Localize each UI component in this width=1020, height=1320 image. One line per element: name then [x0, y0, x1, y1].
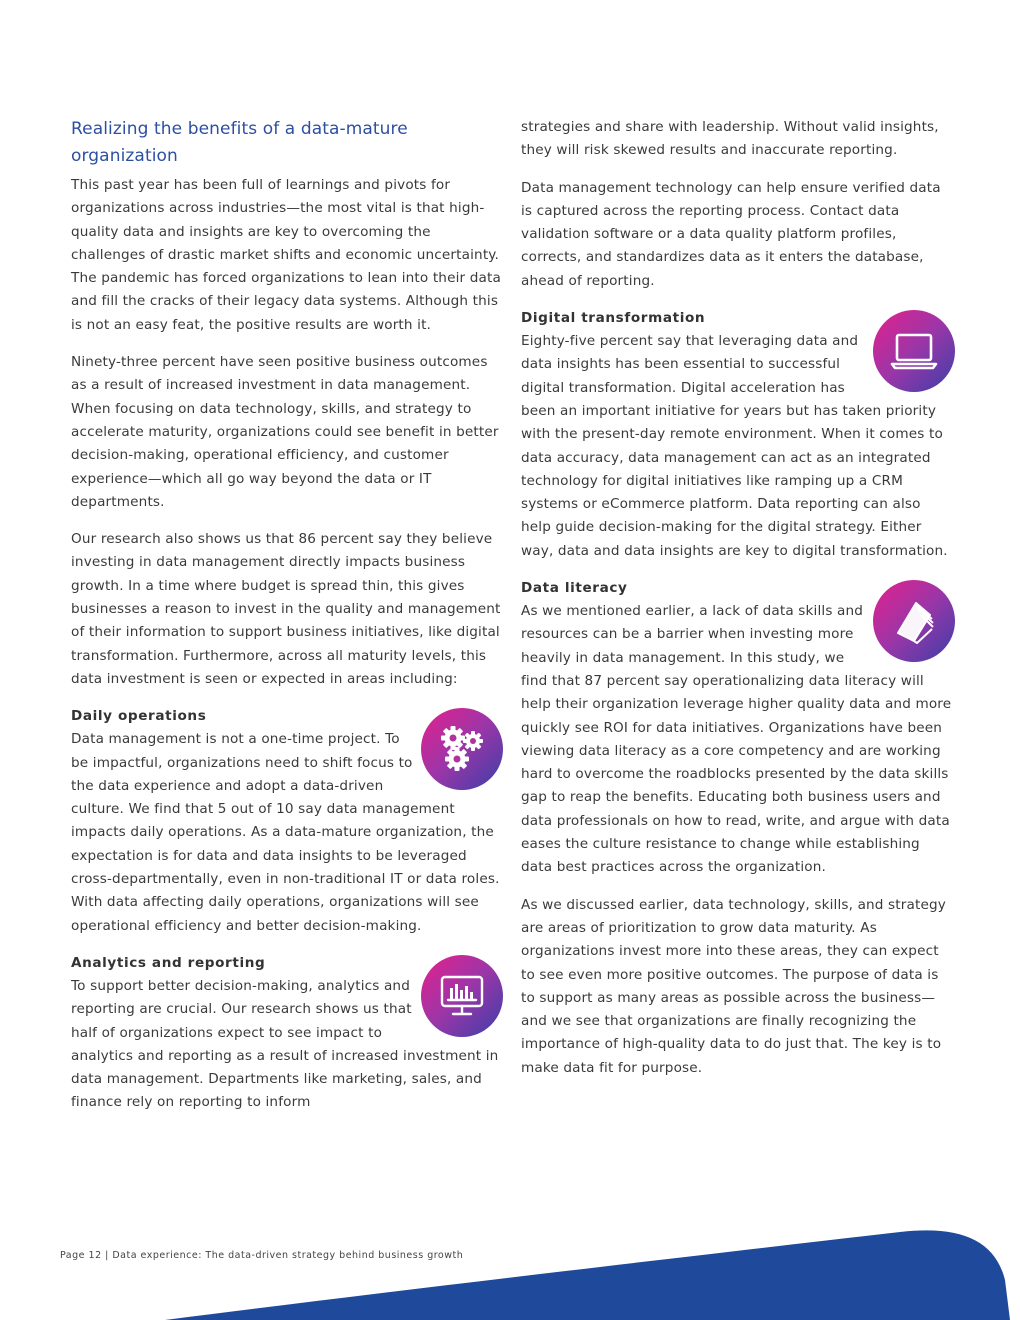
data-literacy-heading: Data literacy	[521, 580, 628, 597]
data-literacy-body: As we mentioned earlier, a lack of data skills and resources can be a barrier when investing more heavily in data management. In this study, we find that 87 percent say operationalizing data literacy will help their organization leverage higher quality data and more quickly see ROI for data initiatives. Organizations have been viewing data literacy as a core competency and are working hard to overcome the roadblocks presented by the data skills gap to reap the benefits. Educating both business users and data professionals on how to read, write, and argue with data eases the culture resistance to change while establishing data best practices across the organization.	[521, 603, 952, 876]
outcomes-paragraph: Ninety-three percent have seen positive business outcomes as a result of increased investment in data management. When focusing on data technology, skills, and strategy to accelerate maturity, organizations could see benefit in better decision-making, operational efficiency, and customer experience—which all go way beyond the data or IT departments.	[71, 354, 499, 510]
continuation-paragraph: strategies and share with leadership. Without valid insights, they will risk skewed results and inaccurate reporting.	[521, 119, 939, 159]
closing-paragraph: As we discussed earlier, data technology, skills, and strategy are areas of prioritization to grow data maturity. As organizations invest more into these areas, they can expect to see even more positive outcomes. The purpose of data is to support as many areas as possible across the business—and we see that organizations are finally recognizing the importance of high-quality data to do just that. The key is to make data fit for purpose.	[521, 896, 946, 1076]
analytics-reporting-body: To support better decision-making, analytics and reporting are crucial. Our research shows us that half of organizations expect to see impact to analytics and reporting as a result of increased investment in data management. Departments like marketing, sales, and finance rely on reporting to inform	[71, 977, 499, 1111]
analytics-reporting-heading: Analytics and reporting	[71, 954, 266, 971]
technology-paragraph: Data management technology can help ensure verified data is captured across the reporting process. Contact data validation software or a data quality platform profiles, corrects, and standardizes data as it enters the database, ahead of reporting.	[521, 179, 941, 289]
daily-operations-body: Data management is not a one-time project. To be impactful, organizations need to shift focus to the data experience and adopt a data-driven culture. We find that 5 out of 10 say data management impacts daily operations. As a data-mature organization, the expectation is for data and data insights to be leveraged cross-departmentally, even in non-traditional IT or data roles. With data affecting daily operations, organizations will see operational efficiency and better decision-making.	[71, 731, 500, 934]
digital-transformation-body: Eighty-five percent say that leveraging data and data insights has been essential to successful digital transformation. Digital acceleration has been an important initiative for years but has taken priority with the present-day remote environment. When it comes to data accuracy, data management can act as an integrated technology for digital initiatives like ramping up a CRM systems or eCommerce platform. Data reporting can also help guide decision-making for the digital strategy. Either way, data and data insights are key to digital transformation.	[521, 333, 948, 559]
intro-paragraph: This past year has been full of learnings and pivots for organizations across industries—the most vital is that high-quality data and insights are key to overcoming the challenges of drastic market shifts and economic uncertainty. The pandemic has forced organizations to lean into their data and fill the cracks of their legacy data systems. Although this is not an easy feat, the positive results are worth it.	[71, 177, 501, 333]
section-title: Realizing the benefits of a data-mature organization	[71, 119, 408, 166]
digital-transformation-heading: Digital transformation	[521, 310, 706, 327]
growth-paragraph: Our research also shows us that 86 percent say they believe investing in data management directly impacts business growth. In a time where budget is spread thin, this gives businesses a reason to invest in the quality and management of their information to support business initiatives, like digital transformation. Furthermore, across all maturity levels, this data investment is seen or expected in areas including:	[71, 531, 501, 687]
page-footer: Page 12 | Data experience: The data-driven strategy behind business growth	[60, 1250, 464, 1261]
daily-operations-heading: Daily operations	[71, 708, 207, 725]
